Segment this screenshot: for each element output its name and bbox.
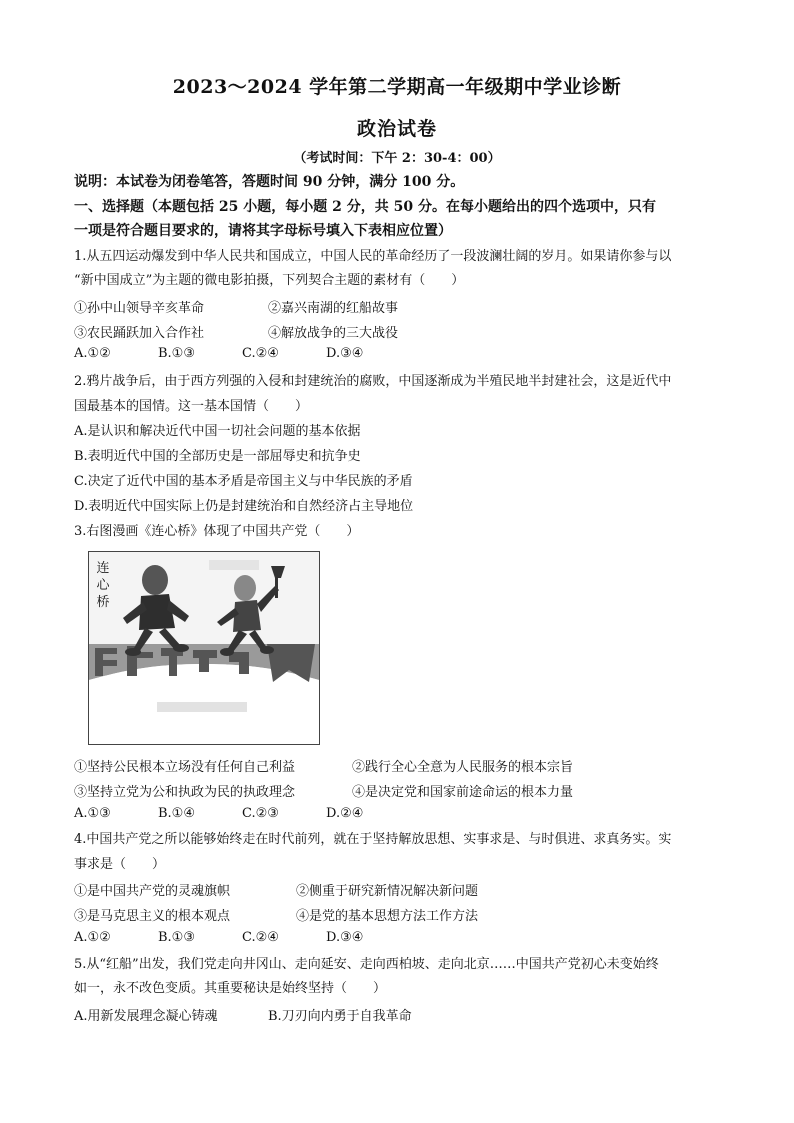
q3-choice-c: C.②③ xyxy=(242,806,279,821)
q1-stem-line1: 1.从五四运动爆发到中华人民共和国成立，中国人民的革命经历了一段波澜壮阔的岁月。如果请你参与以 xyxy=(74,249,672,264)
q4-statement-2: ②侧重于研究新情况解决新问题 xyxy=(296,884,479,899)
q3-statements-row1 xyxy=(74,756,573,775)
q4-choices xyxy=(74,930,363,945)
q3-choice-b: B.①④ xyxy=(158,806,195,821)
q1-choice-d: D.③④ xyxy=(326,346,364,361)
q5-choice-a: A.用新发展理念凝心铸魂 xyxy=(74,1009,218,1024)
q2-stem-line2: 国最基本的国情。这一基本国情（ ） xyxy=(74,399,309,414)
q1-statement-4: ④解放战争的三大战役 xyxy=(268,326,399,341)
q1-choices xyxy=(74,346,363,361)
q4-choice-b: B.①③ xyxy=(158,930,195,945)
q3-statement-1: ①坚持公民根本立场没有任何自己利益 xyxy=(74,760,296,775)
q3-statement-3: ③坚持立党为公和执政为民的执政理念 xyxy=(74,785,296,800)
q4-stem-line1: 4.中国共产党之所以能够始终走在时代前列，就在于坚持解放思想、实事求是、与时俱进、求真务实。实 xyxy=(74,832,672,847)
q4-statements-row2 xyxy=(74,905,478,924)
instructions: 说明：本试卷为闭卷笔答，答题时间 90 分钟，满分 100 分。 xyxy=(74,174,465,190)
q2-stem-line1: 2.鸦片战争后，由于西方列强的入侵和封建统治的腐败，中国逐渐成为半殖民地半封建社会，这是近代中 xyxy=(74,374,672,389)
exam-time: （考试时间：下午 2：30-4：00） xyxy=(293,151,501,166)
q4-choice-d: D.③④ xyxy=(326,930,364,945)
exam-subject: 政治试卷 xyxy=(356,118,437,140)
q5-choices xyxy=(74,1005,412,1024)
q5-stem-line2: 如一，永不改色变质。其重要秘诀是始终坚持（ ） xyxy=(74,981,387,996)
q2-choice-b: B.表明近代中国的全部历史是一部屈辱史和抗争史 xyxy=(74,449,361,464)
q1-statements-row2 xyxy=(74,322,398,341)
section1-heading-line1: 一、选择题（本题包括 25 小题，每小题 2 分，共 50 分。在每小题给出的四个选项中，只有 xyxy=(74,199,656,215)
cartoon-title: 连心桥 xyxy=(96,561,110,610)
q1-statement-1: ①孙中山领导辛亥革命 xyxy=(74,301,205,316)
q4-statements-row1 xyxy=(74,880,478,899)
q3-statement-2: ②践行全心全意为人民服务的根本宗旨 xyxy=(352,760,574,775)
q4-statement-4: ④是党的基本思想方法工作方法 xyxy=(296,909,479,924)
q1-choice-c: C.②④ xyxy=(242,346,279,361)
cartoon-drawing xyxy=(89,552,319,744)
q3-stem: 3.右图漫画《连心桥》体现了中国共产党（ ） xyxy=(74,524,360,539)
q2-choice-c: C.决定了近代中国的基本矛盾是帝国主义与中华民族的矛盾 xyxy=(74,474,413,489)
q3-statements-row2 xyxy=(74,781,573,800)
q2-choice-a: A.是认识和解决近代中国一切社会问题的基本依据 xyxy=(74,424,361,439)
q4-choice-a: A.①② xyxy=(74,930,111,945)
q5-stem-line1: 5.从“红船”出发，我们党走向井冈山、走向延安、走向西柏坡、走向北京……中国共产党初心未变始终 xyxy=(74,957,659,972)
q4-statement-1: ①是中国共产党的灵魂旗帜 xyxy=(74,884,231,899)
q1-statement-2: ②嘉兴南湖的红船故事 xyxy=(268,301,399,316)
q3-choice-a: A.①③ xyxy=(74,806,111,821)
q3-statement-4: ④是决定党和国家前途命运的根本力量 xyxy=(352,785,574,800)
q4-statement-3: ③是马克思主义的根本观点 xyxy=(74,909,231,924)
q1-stem-line2: “新中国成立”为主题的微电影拍摄，下列契合主题的素材有（ ） xyxy=(74,273,465,288)
q1-statements-row1 xyxy=(74,297,398,316)
q1-choice-a: A.①② xyxy=(74,346,111,361)
q2-choice-d: D.表明近代中国实际上仍是封建统治和自然经济占主导地位 xyxy=(74,499,414,514)
q4-stem-line2: 事求是（ ） xyxy=(74,857,166,872)
q1-choice-b: B.①③ xyxy=(158,346,195,361)
q4-choice-c: C.②④ xyxy=(242,930,279,945)
exam-title: 2023～2024 学年第二学期高一年级期中学业诊断 xyxy=(172,76,622,98)
q3-choice-d: D.②④ xyxy=(326,806,364,821)
q3-choices xyxy=(74,806,363,821)
section1-heading-line2: 一项是符合题目要求的，请将其字母标号填入下表相应位置） xyxy=(74,223,452,239)
q1-statement-3: ③农民踊跃加入合作社 xyxy=(74,326,205,341)
q5-choice-b: B.刀刃向内勇于自我革命 xyxy=(268,1009,412,1024)
cartoon-lianxinqiao xyxy=(88,551,320,745)
